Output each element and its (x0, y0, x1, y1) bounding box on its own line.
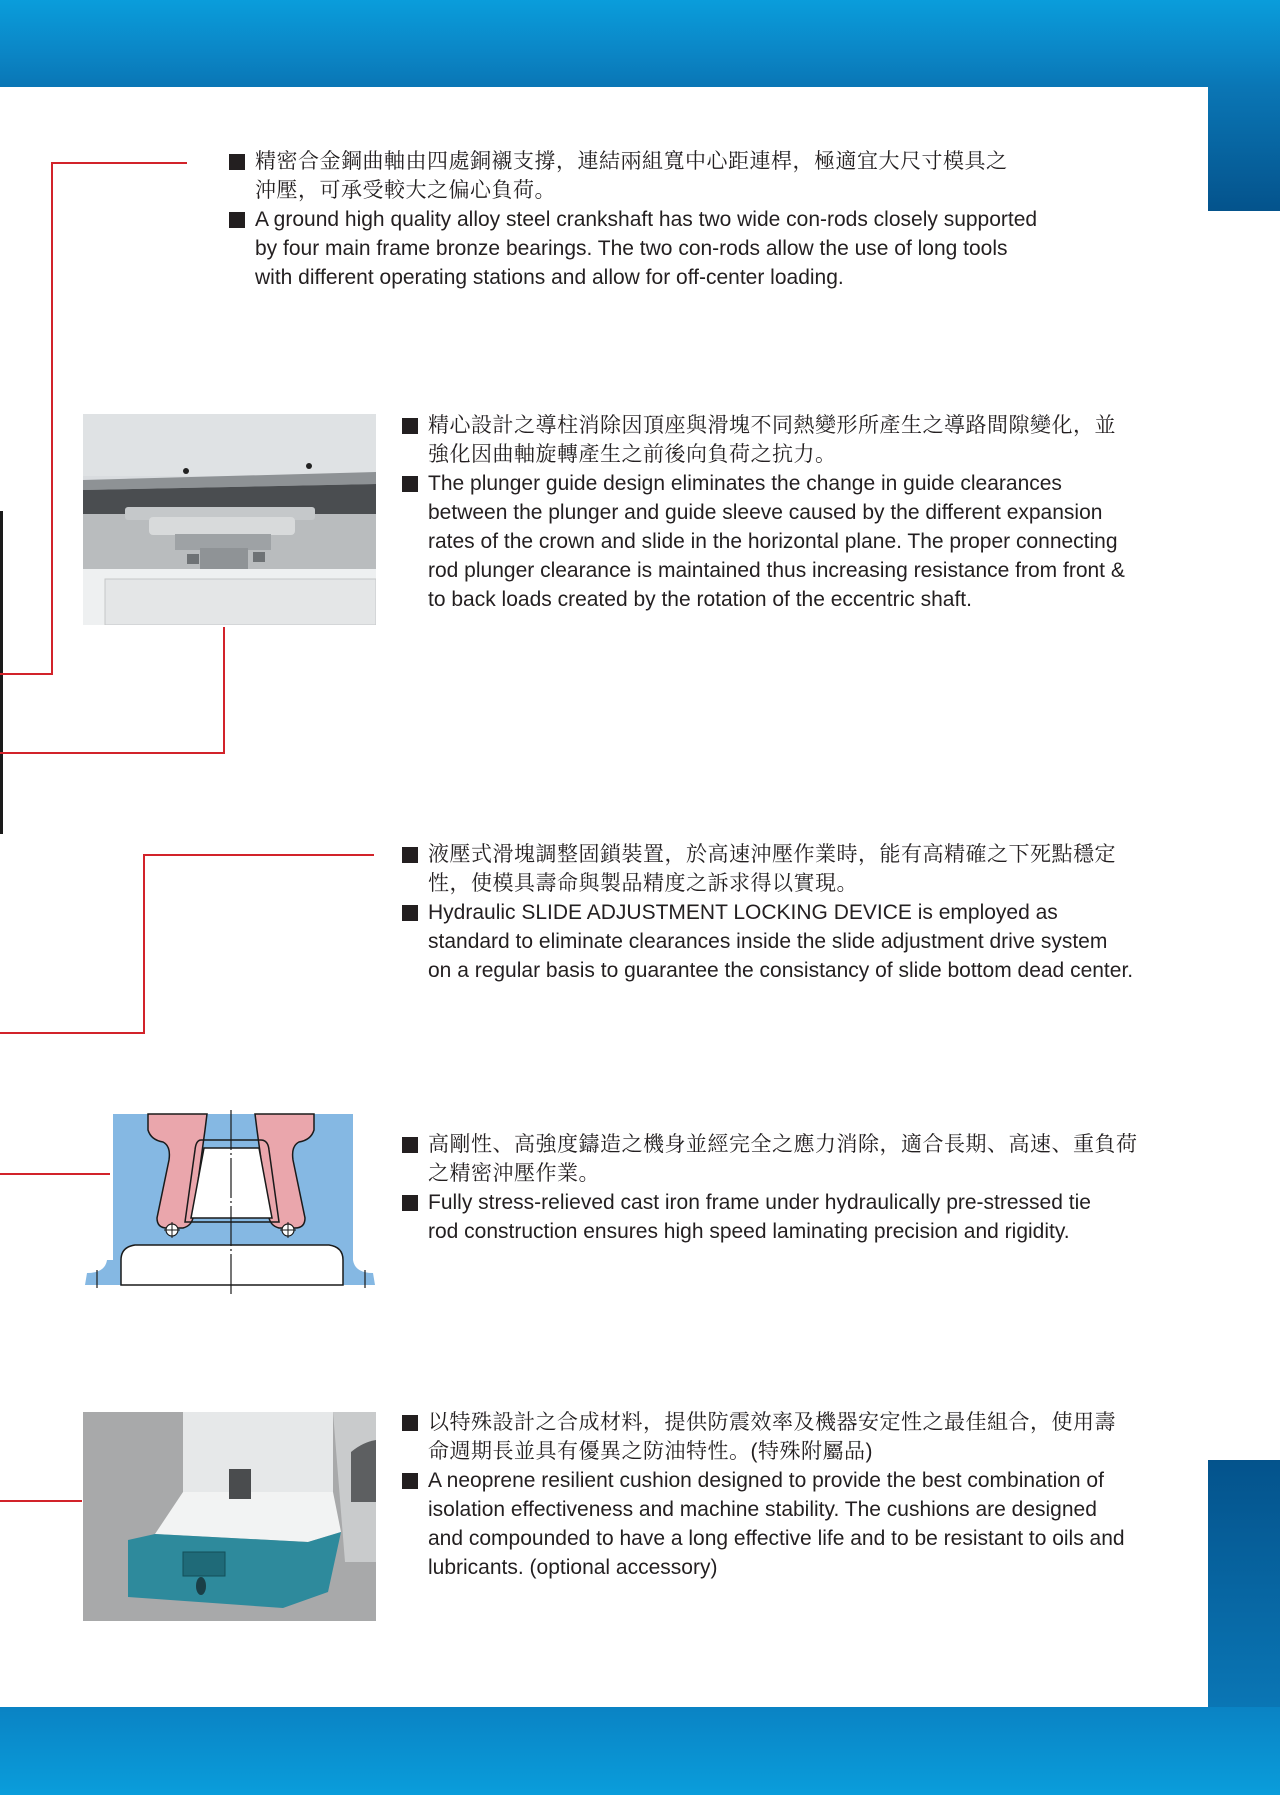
footer-band (0, 1707, 1280, 1795)
feature-zh-text: 高剛性、高強度鑄造之機身並經完全之應力消除，適合長期、高速、重負荷之精密沖壓作業。 (428, 1133, 1138, 1185)
frame-cross-section-diagram (83, 1110, 378, 1296)
bullet-square-icon (402, 418, 418, 434)
feature-cushion (402, 1408, 1125, 1582)
feature-zh-item (229, 147, 1025, 205)
feature-en-item (402, 1188, 1108, 1246)
feature-zh-text: 液壓式滑塊調整固鎖裝置，於高速沖壓作業時，能有高精確之下死點穩定性，使模具壽命與製品精度之訴求得以實現。 (428, 843, 1116, 895)
feature-en-item (229, 205, 1045, 292)
neoprene-cushion-photo (83, 1412, 376, 1621)
bullet-square-icon (229, 212, 245, 228)
right-accent-strip-bottom (1208, 1460, 1280, 1707)
feature-plunger-guide (402, 411, 1125, 614)
bullet-square-icon (402, 1473, 418, 1489)
feature-en-text: The plunger guide design eliminates the change in guide clearances between the plunger and guide sleeve caused by the different expansion rates of the crown and slide in the horizontal plane. The proper connecting rod plunger clearance is maintained thus increasing resistance from front & to back loads created by the rotation of the eccentric shaft. (428, 472, 1125, 611)
feature-crankshaft (229, 147, 1038, 292)
feature-zh-text: 精密合金鋼曲軸由四處銅襯支撐，連結兩組寬中心距連桿，極適宜大尺寸模具之沖壓，可承受較大之偏心負荷。 (255, 150, 1008, 202)
bullet-square-icon (229, 154, 245, 170)
feature-zh-text: 精心設計之導柱消除因頂座與滑塊不同熱變形所產生之導路間隙變化，並強化因曲軸旋轉產生之前後向負荷之抗力。 (428, 414, 1116, 466)
feature-zh-item (402, 840, 1128, 898)
feature-zh-text: 以特殊設計之合成材料，提供防震效率及機器安定性之最佳組合，使用壽命週期長並具有優異之防油特性。(特殊附屬品) (428, 1411, 1116, 1463)
feature-en-item (402, 469, 1134, 614)
feature-en-text: Fully stress-relieved cast iron frame under hydraulically pre-stressed tie rod construction ensures high speed laminating precision and rigidity. (428, 1191, 1091, 1243)
feature-en-item (402, 1466, 1128, 1582)
bullet-square-icon (402, 905, 418, 921)
feature-en-text: A neoprene resilient cushion designed to provide the best combination of isolation effectiveness and machine stability. The cushions are designed and compounded to have a long effective life and to be resistant to oils and lubricants. (optional accessory) (428, 1469, 1125, 1579)
bullet-square-icon (402, 1195, 418, 1211)
bullet-square-icon (402, 1137, 418, 1153)
feature-en-item (402, 898, 1134, 985)
feature-zh-item (402, 1408, 1128, 1466)
bullet-square-icon (402, 1415, 418, 1431)
header-band (0, 0, 1280, 87)
bullet-square-icon (402, 476, 418, 492)
feature-slide-lock (402, 840, 1134, 985)
feature-zh-item (402, 411, 1128, 469)
feature-en-text: A ground high quality alloy steel crankshaft has two wide con-rods closely supported by four main frame bronze bearings. The two con-rods allow the use of long tools with different operating stations and allow for off-center loading. (255, 208, 1038, 289)
feature-zh-item (402, 1130, 1144, 1188)
feature-frame (402, 1130, 1138, 1246)
right-accent-strip-top (1208, 87, 1280, 211)
plunger-guide-photo (83, 414, 376, 625)
bullet-square-icon (402, 847, 418, 863)
feature-en-text: Hydraulic SLIDE ADJUSTMENT LOCKING DEVICE is employed as standard to eliminate clearances inside the slide adjustment drive system on a regular basis to guarantee the consistancy of slide bottom dead center. (428, 901, 1134, 982)
